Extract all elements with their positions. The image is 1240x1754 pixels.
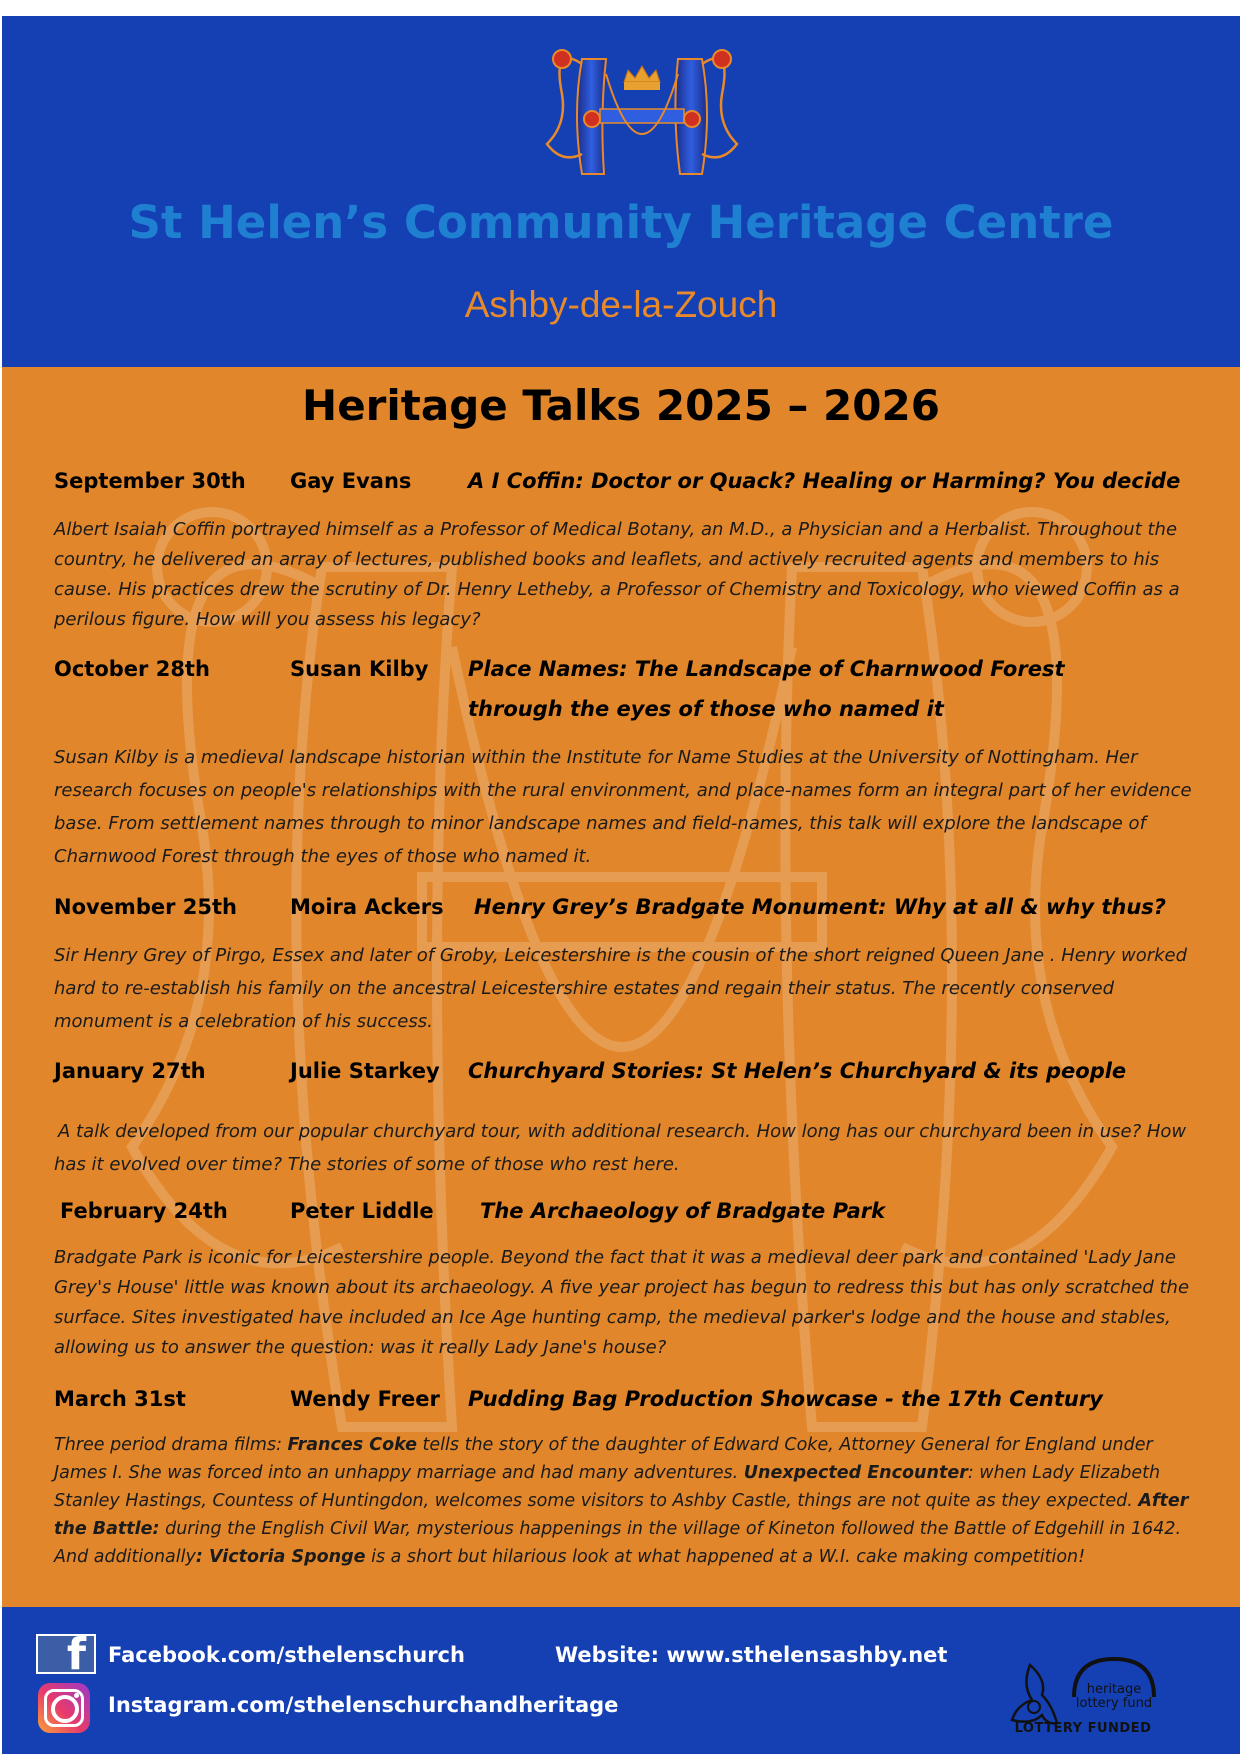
- talk-speaker: Julie Starkey: [290, 1059, 440, 1083]
- film-title: Unexpected Encounter: [743, 1463, 968, 1483]
- talk-title: A I Coffin: Doctor or Quack? Healing or Harming? You decide: [468, 469, 1181, 493]
- heritage-centre-logo: [542, 34, 742, 194]
- talk-date: September 30th: [54, 469, 246, 493]
- centre-title: St Helen’s Community Heritage Centre: [128, 196, 1114, 249]
- desc-text: during the English Civil War, mysterious happenings in the village of Kineton followed the Battle of Edgehill in 1642.: [159, 1519, 1182, 1539]
- film-title: Frances Coke: [287, 1435, 417, 1455]
- talk-date: March 31st: [54, 1387, 186, 1411]
- lottery-text-fund: lottery fund: [1075, 1696, 1153, 1711]
- talk-title: Churchyard Stories: St Helen’s Churchyard & its people: [468, 1059, 1127, 1083]
- talk-speaker: Susan Kilby: [290, 657, 429, 681]
- desc-text: is a short but hilarious look at what happened at a W.I. cake making competition!: [365, 1547, 1086, 1567]
- talk-description: Albert Isaiah Coffin portrayed himself as a Professor of Medical Botany, an M.D., a Physician and a Herbalist. Throughout the country, he delivered an array of lectures, published books and leaflets, and actively recruited agents and members to his cause. His practices drew the scrutiny of Dr. Henry Letheby, a Professor of Chemistry and Toxicology, who viewed Coffin as a perilous figure. How will you assess his legacy?: [54, 519, 1180, 630]
- talk-title: Place Names: The Landscape of Charnwood Forest through the eyes of those who named it: [468, 657, 1065, 721]
- talk-description: [54, 1431, 1204, 1571]
- talk-title: Henry Grey’s Bradgate Monument: Why at all & why thus?: [474, 895, 1166, 919]
- website-link[interactable]: Website: www.sthelensashby.net: [555, 1643, 948, 1667]
- talk-speaker: Peter Liddle: [290, 1199, 434, 1223]
- talk-speaker: Wendy Freer: [290, 1387, 440, 1411]
- facebook-link[interactable]: Facebook.com/sthelenschurch: [108, 1643, 465, 1667]
- talk-date: October 28th: [54, 657, 210, 681]
- film-title: After the Battle:: [54, 1491, 1189, 1539]
- talks-heading: Heritage Talks 2025 – 2026: [302, 381, 940, 430]
- talk-date: January 27th: [54, 1059, 206, 1083]
- talk-description: Sir Henry Grey of Pirgo, Essex and later of Groby, Leicestershire is the cousin of the short reigned Queen Jane . Henry worked hard to re-establish his family on the ancestral Leicestershire estates and regain their status. The recently conserved monument is a celebration of his success.: [54, 945, 1188, 1032]
- lottery-text-heritage: heritage: [1086, 1682, 1142, 1697]
- talk-speaker: Gay Evans: [290, 469, 412, 493]
- instagram-icon[interactable]: [38, 1683, 90, 1733]
- talk-description: A talk developed from our popular churchyard tour, with additional research. How long has our churchyard been in use? How has it evolved over time? The stories of some of those who rest here.: [54, 1121, 1187, 1175]
- desc-text: And additionally: [54, 1547, 196, 1567]
- talk-date: November 25th: [54, 895, 237, 919]
- footer: [2, 1607, 1240, 1754]
- talk-date: February 24th: [60, 1199, 228, 1223]
- location-subtitle: Ashby-de-la-Zouch: [464, 284, 778, 325]
- talk-description: Bradgate Park is iconic for Leicestershire people. Beyond the fact that it was a medieval deer park and contained 'Lady Jane Grey's House' little was known about its archaeology. A five year project has begun to redress this but has only scratched the surface. Sites investigated have included an Ice Age hunting camp, the medieval parker's lodge and the house and stables, allowing us to answer the question: was it really Lady Jane's house?: [54, 1247, 1190, 1358]
- talk-title: The Archaeology of Bradgate Park: [480, 1199, 886, 1223]
- desc-text: tells the story of the daughter of Edward Coke, Attorney General for England under James I. She was forced into an unhappy marriage and had many adventures.: [54, 1435, 1153, 1483]
- header: [2, 16, 1240, 367]
- talk-description: Susan Kilby is a medieval landscape historian within the Institute for Name Studies at the University of Nottingham. Her research focuses on people's relationships with the rural environment, and place-names form an integral part of her evidence base. From settlement names through to minor landscape names and field-names, this talk will explore the landscape of Charnwood Forest through the eyes of those who named it.: [54, 747, 1192, 867]
- desc-text: : when Lady Elizabeth Stanley Hastings, Countess of Huntingdon, welcomes some visitors to Ashby Castle, things are not quite as they expected.: [54, 1463, 1161, 1511]
- film-title: : Victoria Sponge: [195, 1547, 366, 1567]
- facebook-icon[interactable]: f: [36, 1634, 96, 1674]
- talks-section: [2, 367, 1240, 1607]
- lottery-funded-label: LOTTERY FUNDED: [1014, 1721, 1152, 1736]
- talk-speaker: Moira Ackers: [290, 895, 444, 919]
- talk-title: Pudding Bag Production Showcase - the 17th Century: [468, 1387, 1103, 1411]
- desc-text: Three period drama films:: [54, 1435, 288, 1455]
- instagram-link[interactable]: Instagram.com/sthelenschurchandheritage: [108, 1693, 619, 1717]
